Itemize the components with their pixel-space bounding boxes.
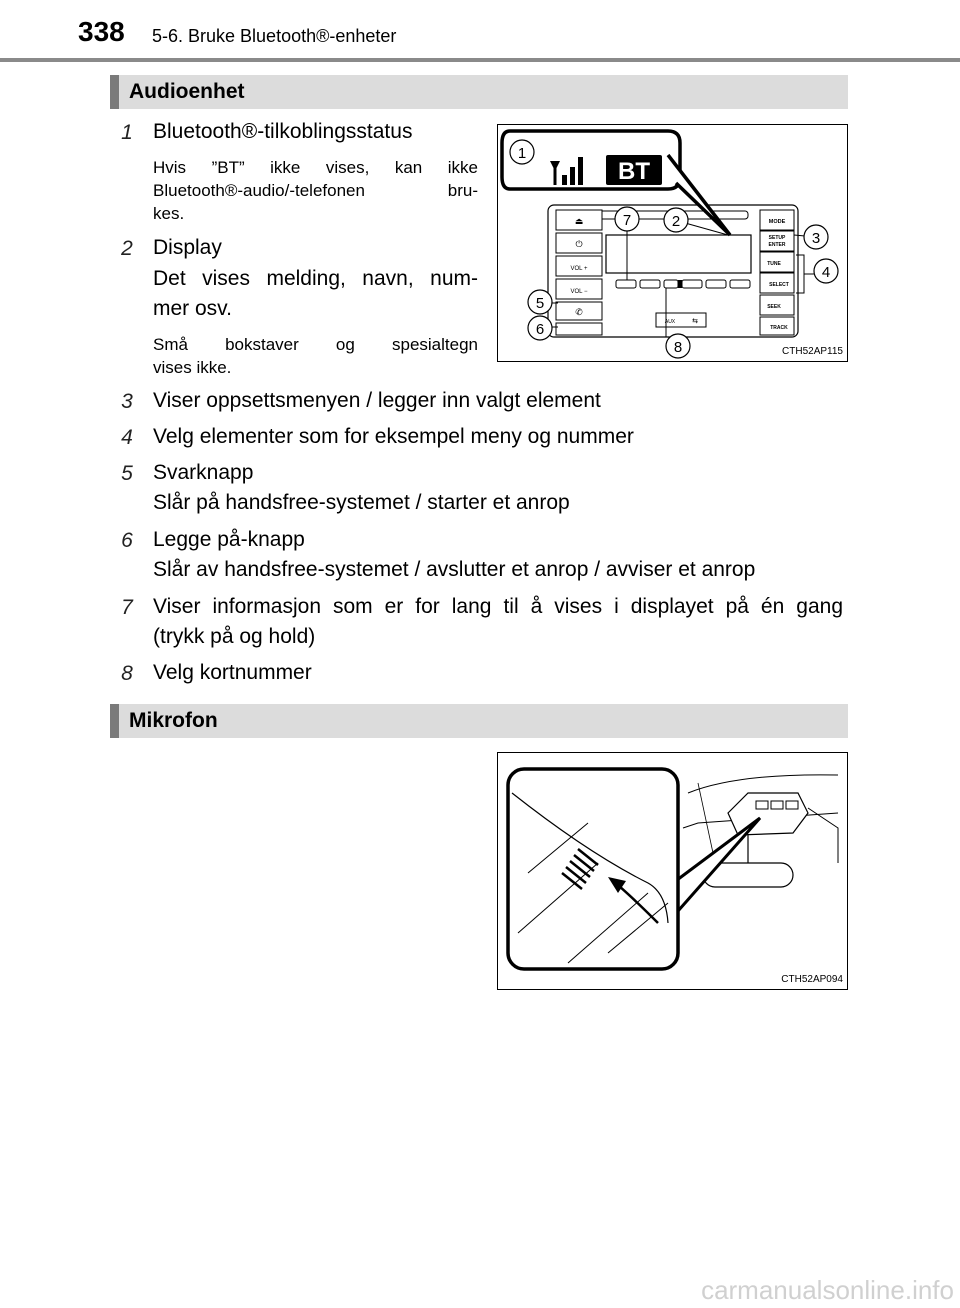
callout-2: 2	[671, 213, 681, 230]
section-header-audio	[110, 75, 848, 109]
svg-text:⇆: ⇆	[692, 317, 698, 325]
item-title-6: Legge på-knapp	[153, 528, 305, 551]
item-desc-5: Slår på handsfree-systemet / starter et anrop	[153, 491, 570, 514]
vol-plus-label: VOL +	[570, 266, 588, 272]
item-note-1-line2: Bluetooth®-audio/-telefonen bru-	[153, 181, 478, 200]
callout-6: 6	[535, 321, 545, 338]
audio-figure-code: CTH52AP115	[782, 346, 843, 357]
item-desc-6: Slår av handsfree-systemet / avslutter et anrop / avviser et anrop	[153, 558, 756, 581]
item-desc-2-line1: Det vises melding, navn, num-	[153, 267, 478, 290]
vol-minus-label: VOL −	[570, 289, 588, 295]
callout-4: 4	[821, 264, 831, 281]
item-note-2-line2: vises ikke.	[153, 358, 232, 377]
callout-1: 1	[517, 145, 527, 162]
page-number: 338	[78, 16, 125, 47]
callout-5: 5	[535, 295, 545, 312]
section-title-mic: Mikrofon	[129, 709, 218, 732]
microphone-illustration	[498, 753, 846, 988]
header-rule	[0, 58, 960, 62]
callout-3: 3	[811, 230, 821, 247]
aux-label: AUX	[664, 319, 676, 325]
seek-label: SEEK	[767, 304, 781, 310]
audio-unit-figure	[497, 124, 848, 362]
item-number-2: 2	[121, 237, 133, 260]
item-title-3: Viser oppsettsmenyen / legger inn valgt element	[153, 389, 601, 412]
svg-text:⏏: ⏏	[574, 217, 584, 227]
item-title-2: Display	[153, 236, 222, 259]
section-header-mic	[110, 704, 848, 738]
enter-label: ENTER	[768, 242, 786, 248]
item-title-7: Viser informasjon som er for lang til å vises i displayet på én gang	[153, 595, 843, 618]
item-desc-2-line2: mer osv.	[153, 297, 232, 320]
svg-text:✆: ✆	[575, 308, 583, 318]
item-number-4: 4	[121, 426, 133, 449]
track-label: TRACK	[770, 325, 788, 331]
item-number-6: 6	[121, 529, 133, 552]
item-number-8: 8	[121, 662, 133, 685]
microphone-figure	[497, 752, 848, 990]
item-title-4: Velg elementer som for eksempel meny og nummer	[153, 425, 634, 448]
item-number-7: 7	[121, 596, 133, 619]
svg-text:⏻: ⏻	[575, 240, 583, 250]
item-number-5: 5	[121, 462, 133, 485]
tune-label: TUNE	[767, 261, 781, 267]
mic-figure-code: CTH52AP094	[781, 974, 843, 985]
item-title-5: Svarknapp	[153, 461, 254, 484]
item-number-3: 3	[121, 390, 133, 413]
item-note-1-line3: kes.	[153, 204, 185, 223]
section-title-audio: Audioenhet	[129, 80, 245, 103]
item-desc-7: (trykk på og hold)	[153, 625, 316, 648]
item-number-1: 1	[121, 121, 133, 144]
item-title-1: Bluetooth®-tilkoblingsstatus	[153, 120, 413, 143]
callout-7: 7	[622, 212, 632, 229]
bt-label: BT	[618, 158, 650, 185]
select-label: SELECT	[769, 282, 789, 288]
item-note-1-line1: Hvis ”BT” ikke vises, kan ikke	[153, 158, 478, 177]
callout-8: 8	[673, 339, 683, 356]
item-title-8: Velg kortnummer	[153, 661, 312, 684]
setup-label: SETUP	[768, 235, 786, 241]
chapter-title: 5-6. Bruke Bluetooth®-enheter	[152, 26, 397, 46]
mode-label: MODE	[768, 219, 786, 225]
watermark: carmanualsonline.info	[701, 1275, 954, 1305]
item-note-2-line1: Små bokstaver og spesialtegn	[153, 335, 478, 354]
audio-unit-illustration	[498, 125, 846, 360]
